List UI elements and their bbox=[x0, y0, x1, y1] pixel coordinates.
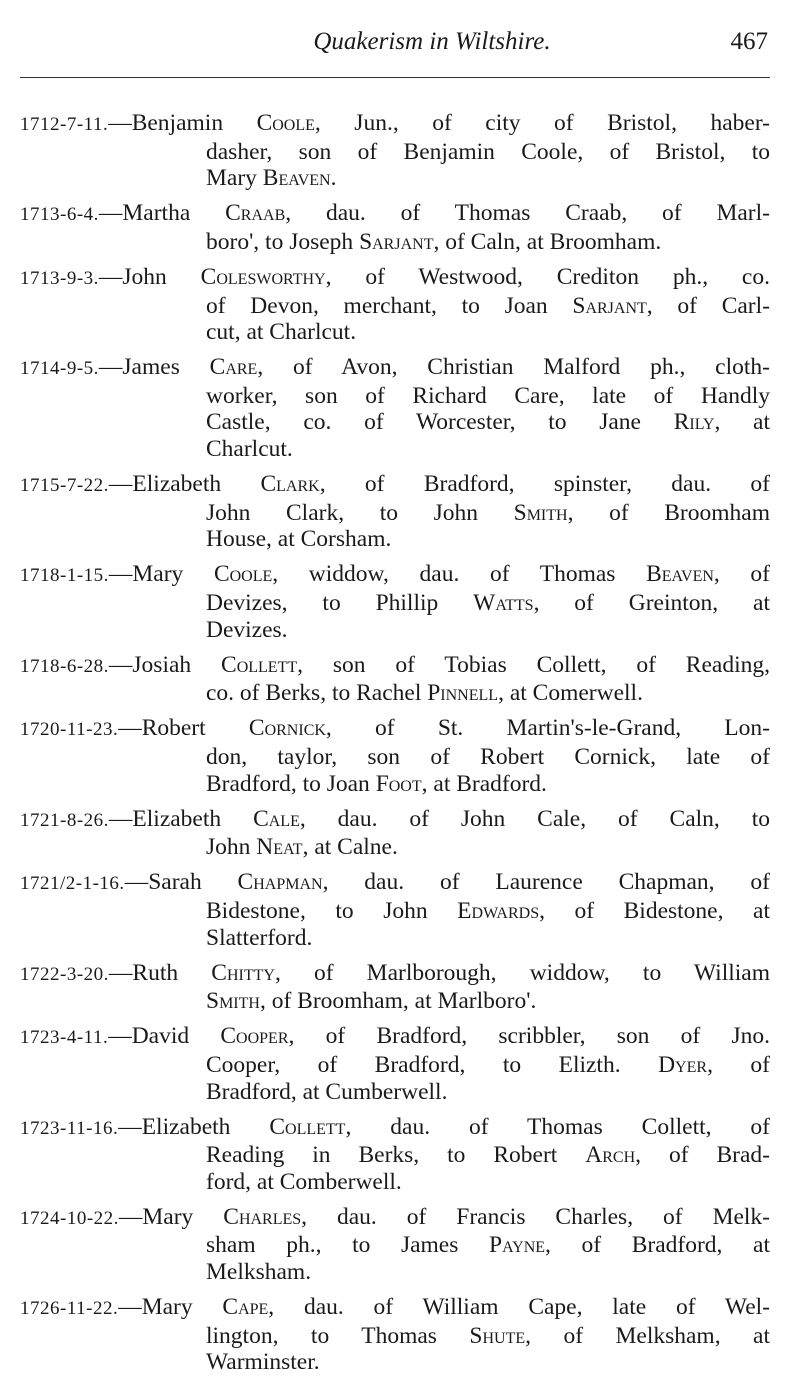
entry-date: 1715-7-22. bbox=[20, 475, 109, 497]
entry-text: , of Marlborough, widdow, to William bbox=[274, 959, 770, 986]
entry-text: John Clark, to John bbox=[206, 499, 514, 526]
entry-text: , of Broomham bbox=[567, 499, 770, 526]
surname: Foot bbox=[375, 770, 422, 797]
entry-line bbox=[20, 229, 770, 256]
entry-text: , dau. of William Cape, late of Wel- bbox=[268, 1294, 770, 1321]
entry-text: Warminster. bbox=[206, 1349, 320, 1376]
entry-date: 1713-6-4. bbox=[20, 204, 99, 226]
entry-text: Melksham. bbox=[206, 1259, 312, 1286]
entry-line bbox=[20, 898, 770, 925]
entry-line bbox=[20, 436, 770, 463]
marriage-entry bbox=[20, 652, 770, 707]
entry-text: House, at Corsham. bbox=[206, 526, 392, 553]
entry-line bbox=[20, 110, 770, 139]
entry-date: 1713-9-3. bbox=[20, 267, 99, 289]
entry-text: John bbox=[206, 834, 257, 861]
entry-text: , of Bradford, scribbler, son of Jno. bbox=[288, 1023, 770, 1050]
entry-text: . bbox=[330, 165, 337, 192]
entry-date: 1714-9-5. bbox=[20, 358, 99, 380]
page-number: 467 bbox=[730, 28, 768, 55]
entry-text: , at Comerwell. bbox=[498, 680, 643, 707]
entry-text: , dau. of Thomas Collett, of bbox=[345, 1113, 771, 1140]
entry-line bbox=[20, 988, 770, 1015]
entry-line bbox=[20, 1142, 770, 1169]
surname: Chitty bbox=[211, 959, 275, 986]
entry-line bbox=[20, 1232, 770, 1259]
entry-text: Charlcut. bbox=[206, 436, 293, 463]
surname: Watts bbox=[473, 590, 534, 616]
entry-text: —Benjamin bbox=[108, 110, 257, 136]
entry-text: worker, son of Richard Care, late of Handly bbox=[206, 382, 770, 409]
entry-line bbox=[20, 771, 770, 798]
entry-line bbox=[20, 1114, 770, 1143]
entry-text: —James bbox=[98, 354, 210, 381]
entry-text: Castle, co. of Worcester, to Jane bbox=[206, 409, 674, 436]
entry-text: , at Bradford. bbox=[421, 770, 547, 797]
entry-line bbox=[20, 1052, 770, 1079]
marriage-entry bbox=[20, 715, 770, 797]
entry-text: of Devon, merchant, to Joan bbox=[206, 292, 573, 319]
surname: Collett bbox=[221, 651, 298, 678]
entry-line bbox=[20, 1294, 770, 1323]
entry-date: 1721/2-1-16. bbox=[20, 873, 125, 895]
entry-line bbox=[20, 139, 770, 166]
entry-text: , at bbox=[714, 409, 770, 436]
entry-line bbox=[20, 293, 770, 320]
entry-line bbox=[20, 834, 770, 861]
entry-text: Devizes. bbox=[206, 616, 288, 643]
entry-text: —Sarah bbox=[124, 869, 238, 896]
entry-text: Bradford, to Joan bbox=[206, 770, 376, 797]
surname: Cape bbox=[222, 1294, 269, 1321]
entry-text: Reading in Berks, to Robert bbox=[206, 1142, 586, 1169]
surname: Craab bbox=[225, 200, 286, 227]
surname: Collett bbox=[269, 1113, 346, 1140]
surname: Cornick bbox=[248, 715, 326, 742]
surname: Edwards bbox=[457, 897, 540, 924]
entry-line bbox=[20, 526, 770, 553]
entry-date: 1726-11-22. bbox=[20, 1298, 119, 1320]
entry-line bbox=[20, 1023, 770, 1052]
entry-date: 1724-10-22. bbox=[20, 1207, 119, 1229]
entry-text: , dau. of John Cale, of Caln, to bbox=[299, 805, 770, 832]
surname: Payne bbox=[489, 1232, 546, 1259]
entry-text: , of Brad- bbox=[635, 1142, 770, 1169]
entry-text: —John bbox=[98, 263, 201, 290]
entry-text: —Elizabeth bbox=[108, 471, 261, 498]
running-title: Quakerism in Wiltshire. bbox=[313, 28, 551, 55]
surname: Charles bbox=[223, 1203, 302, 1230]
entry-line bbox=[20, 1204, 770, 1233]
entry-text: , of Avon, Christian Malford ph., cloth- bbox=[257, 354, 770, 381]
entry-date: 1723-11-16. bbox=[20, 1117, 119, 1139]
entry-text: lington, to Thomas bbox=[206, 1322, 470, 1349]
entry-text: —Robert bbox=[118, 715, 249, 742]
entry-line bbox=[20, 500, 770, 527]
entry-line bbox=[20, 925, 770, 952]
entry-text: , widdow, dau. of Thomas bbox=[272, 561, 647, 588]
entry-text: , son of Tobias Collett, of Reading, bbox=[297, 651, 770, 678]
surname: Clark bbox=[260, 471, 320, 498]
entry-text: , at Calne. bbox=[302, 834, 398, 861]
marriage-entry bbox=[20, 561, 770, 643]
entry-text: —Mary bbox=[118, 1294, 223, 1321]
header-rule bbox=[20, 77, 770, 78]
surname: Arch bbox=[585, 1142, 636, 1169]
surname: Coole bbox=[213, 561, 273, 588]
entry-line bbox=[20, 1259, 770, 1286]
surname: Care bbox=[209, 354, 258, 381]
entry-line bbox=[20, 1323, 770, 1350]
entry-text: , of bbox=[713, 561, 770, 588]
surname: Beaven bbox=[262, 165, 331, 192]
entry-text: , of Broomham, at Marlboro'. bbox=[259, 988, 537, 1015]
entry-text: , of Bradford, spinster, dau. of bbox=[319, 471, 771, 498]
entry-date: 1721-8-26. bbox=[20, 809, 109, 831]
entry-text: , dau. of Thomas Craab, of Marl- bbox=[285, 200, 770, 227]
entry-date: 1722-3-20. bbox=[20, 963, 109, 985]
surname: Rily bbox=[673, 409, 715, 436]
marriage-entry bbox=[20, 1023, 770, 1105]
entry-text: cut, at Charlcut. bbox=[206, 319, 357, 346]
surname: Neat bbox=[256, 834, 303, 861]
entry-date: 1723-4-11. bbox=[20, 1027, 109, 1049]
entry-line bbox=[20, 1079, 770, 1106]
entry-text: Mary bbox=[206, 165, 263, 192]
entry-line bbox=[20, 1349, 770, 1376]
entry-line bbox=[20, 354, 770, 383]
entry-line bbox=[20, 264, 770, 293]
entry-line bbox=[20, 617, 770, 644]
entry-text: Devizes, to Phillip bbox=[206, 590, 474, 616]
entry-text: —Josiah bbox=[108, 651, 222, 678]
entry-text: dasher, son of Benjamin Coole, of Bristol, to bbox=[206, 138, 770, 165]
entry-line bbox=[20, 590, 770, 617]
surname: Shute bbox=[469, 1322, 526, 1349]
entry-text: —Mary bbox=[108, 561, 214, 588]
entry-text: , of Melksham, at bbox=[525, 1322, 771, 1349]
marriage-entry bbox=[20, 1204, 770, 1286]
marriage-entry bbox=[20, 200, 770, 255]
entry-text: , dau. of Francis Charles, of Melk- bbox=[301, 1203, 770, 1230]
surname: Sarjant bbox=[359, 228, 434, 255]
entry-text: —Ruth bbox=[108, 959, 212, 986]
surname: Pinnell bbox=[427, 680, 499, 707]
entry-text: —Elizabeth bbox=[118, 1113, 270, 1140]
entry-text: sham ph., to James bbox=[206, 1232, 489, 1259]
entry-text: , of Bidestone, at bbox=[539, 897, 770, 924]
marriage-entry bbox=[20, 264, 770, 346]
surname: Smith bbox=[206, 988, 260, 1015]
surname: Cale bbox=[253, 805, 300, 832]
entry-text: —Mary bbox=[118, 1203, 224, 1230]
entry-text: , of bbox=[707, 1051, 770, 1078]
entry-line bbox=[20, 744, 770, 771]
entry-text: —David bbox=[108, 1023, 221, 1050]
entry-text: , of Caln, at Broomham. bbox=[433, 228, 662, 255]
entry-text: , of Bradford, at bbox=[545, 1232, 770, 1259]
entry-line bbox=[20, 409, 770, 436]
marriage-entry bbox=[20, 354, 770, 462]
entry-text: —Martha bbox=[98, 200, 226, 227]
marriage-entry bbox=[20, 869, 770, 951]
entry-line bbox=[20, 383, 770, 410]
entry-line bbox=[20, 319, 770, 346]
entry-text: Cooper, of Bradford, to Elizth. bbox=[206, 1051, 659, 1078]
entry-text: ford, at Comberwell. bbox=[206, 1168, 402, 1195]
entry-text: —Elizabeth bbox=[108, 805, 254, 832]
marriage-entry bbox=[20, 471, 770, 553]
marriage-entry bbox=[20, 1114, 770, 1196]
entry-text: Bradford, at Cumberwell. bbox=[206, 1078, 448, 1105]
entry-line bbox=[20, 869, 770, 898]
entry-line bbox=[20, 806, 770, 835]
entry-line bbox=[20, 652, 770, 681]
surname: Dyer bbox=[658, 1051, 708, 1078]
marriage-entry bbox=[20, 110, 770, 192]
entry-date: 1718-1-15. bbox=[20, 565, 109, 587]
entry-date: 1712-7-11. bbox=[20, 114, 109, 135]
surname: Colesworthy bbox=[200, 263, 326, 290]
entry-text: , of Westwood, Crediton ph., co. bbox=[325, 263, 770, 290]
surname: Coole bbox=[256, 110, 315, 136]
marriage-entry bbox=[20, 1294, 770, 1376]
surname: Sarjant bbox=[572, 292, 647, 319]
entry-line bbox=[20, 960, 770, 989]
entry-line bbox=[20, 680, 770, 707]
entry-line bbox=[20, 471, 770, 500]
marriage-entry bbox=[20, 806, 770, 861]
surname: Smith bbox=[513, 499, 568, 526]
entry-line bbox=[20, 165, 770, 192]
entry-text: , of Carl- bbox=[646, 292, 770, 319]
marriage-entry bbox=[20, 960, 770, 1015]
entry-text: , Jun., of city of Bristol, haber- bbox=[314, 110, 770, 136]
surname: Cooper bbox=[220, 1023, 289, 1050]
entry-text: boro', to Joseph bbox=[206, 228, 360, 255]
entry-text: Bidestone, to John bbox=[206, 897, 458, 924]
entry-text: , dau. of Laurence Chapman, of bbox=[322, 869, 770, 896]
entry-line bbox=[20, 200, 770, 229]
entry-date: 1718-6-28. bbox=[20, 655, 109, 677]
surname: Beaven bbox=[646, 561, 714, 588]
entry-date: 1720-11-23. bbox=[20, 719, 119, 741]
entry-line bbox=[20, 1169, 770, 1196]
entry-text: , of Greinton, at bbox=[533, 590, 770, 616]
marriage-entries-list bbox=[20, 110, 770, 1384]
entry-text: Slatterford. bbox=[206, 924, 313, 951]
surname: Chapman bbox=[237, 869, 323, 896]
entry-text: , of St. Martin's-le-Grand, Lon- bbox=[325, 715, 770, 742]
entry-line bbox=[20, 561, 770, 590]
entry-text: don, taylor, son of Robert Cornick, late of bbox=[206, 743, 770, 770]
entry-line bbox=[20, 715, 770, 744]
entry-text: co. of Berks, to Rachel bbox=[206, 680, 428, 707]
